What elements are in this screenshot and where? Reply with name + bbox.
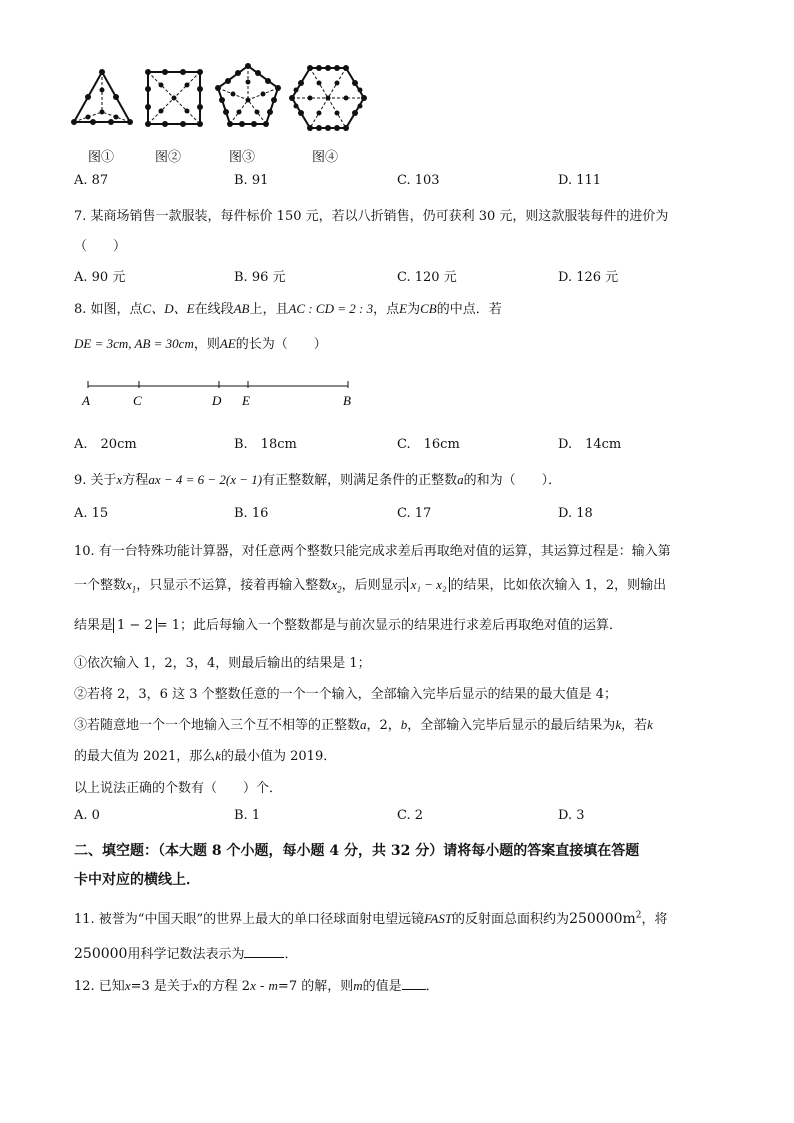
q11-text: 11. 被誉为“中国天眼”的世界上最大的单口径球面射电望远镜 <box>74 912 425 927</box>
q9-option-c[interactable]: C. 17 <box>397 506 432 521</box>
q11-area-value: 250000m <box>569 911 636 927</box>
q8-option-b[interactable]: B. 18cm <box>234 437 297 452</box>
point-label-c: C <box>133 393 142 408</box>
q10-text: = 1；此后每输入一个整数都是与前次显示的结果进行求差后再取绝对值的运算． <box>156 618 623 633</box>
q7-option-d[interactable]: D. 126 元 <box>558 270 619 285</box>
q12-var-x: x <box>250 978 256 993</box>
figure-3-pentagon <box>215 63 281 127</box>
q10-option-a[interactable]: A. 0 <box>74 808 100 823</box>
q12-text: - <box>255 979 269 994</box>
q8-option-d[interactable]: D. 14cm <box>558 437 622 452</box>
q11-line2 <box>74 943 297 962</box>
q10-statement-1: ①依次输入 1，2，3，4，则最后输出的结果是 1； <box>74 656 371 671</box>
point-label-d: D <box>212 393 222 408</box>
q8-text: 为 <box>407 302 421 317</box>
q8-option-c[interactable]: C. 16cm <box>397 437 460 452</box>
section-2-heading: 二、填空题：（本大题 8 个小题，每小题 4 分，共 32 分）请将每小题的答案直接填在答题 <box>74 843 640 859</box>
q11-text: 用科学记数法表示为 <box>127 947 245 962</box>
q8-text: 8. 如图，点 <box>74 302 143 317</box>
q10-statement-3 <box>74 714 653 733</box>
q10-x2: $x_2$ <box>331 577 342 595</box>
q6-option-d[interactable]: D. 111 <box>558 173 602 188</box>
q11-number: 250000 <box>74 946 128 962</box>
q9-option-a[interactable]: A. 15 <box>74 506 109 521</box>
q11-area <box>569 911 641 927</box>
q8-point-e: E <box>399 301 408 316</box>
q10-option-d[interactable]: D. 3 <box>558 808 585 823</box>
q10-text: ，2， <box>366 718 401 733</box>
q8-text: 在线段 <box>194 302 234 317</box>
q12-text: =7 的解，则 <box>277 979 354 994</box>
q11-text: ，将 <box>641 912 668 927</box>
q10-statement-2: ②若将 2，3，6 这 3 个整数任意的一个一个输入，全部输入完毕后显示的结果的最大值是 4； <box>74 687 618 702</box>
fig-label-1: 图① <box>88 150 115 165</box>
q12-text: 12. 已知 <box>74 979 125 994</box>
q8-text: ，则 <box>193 337 220 352</box>
q10-var-k: k <box>647 717 653 732</box>
q8-ae: AE <box>219 336 236 351</box>
q10-question: 以上说法正确的个数有（ ）个． <box>74 781 283 796</box>
section-2-heading-cont: 卡中对应的横线上． <box>74 872 200 888</box>
q10-text: 结果是 <box>74 618 114 633</box>
q9-stem <box>74 469 561 488</box>
point-label-a: A <box>82 393 90 408</box>
q11-line1 <box>74 908 668 927</box>
q8-segment-diagram <box>78 376 368 410</box>
q12-answer-blank[interactable] <box>402 977 426 990</box>
q8-segment-cb: CB <box>420 301 437 316</box>
q12-var-m: m <box>353 978 363 993</box>
q9-var-x: x <box>116 472 123 487</box>
q9-option-d[interactable]: D. 18 <box>558 506 593 521</box>
fig-label-4: 图④ <box>312 150 339 165</box>
q10-text: ③若随意地一个一个地输入三个互不相等的正整数 <box>74 718 361 733</box>
figure-4-hexagon <box>289 65 367 131</box>
q10-x2-letter: x <box>331 577 338 592</box>
q12-var-x: x <box>192 978 199 993</box>
q12-text: 的方程 2 <box>198 979 251 994</box>
q11-text: ． <box>284 947 298 962</box>
q7-option-b[interactable]: B. 96 元 <box>234 270 286 285</box>
q10-option-b[interactable]: B. 1 <box>234 808 261 823</box>
q10-text: 的最大值为 2021，那么 <box>74 749 216 764</box>
q10-x1: $x_1$ <box>126 577 137 595</box>
q8-stem-line2 <box>74 333 327 352</box>
q8-text: 上，且 <box>249 302 289 317</box>
q11-area-exponent: 2 <box>635 910 642 921</box>
q8-text: 的中点．若 <box>436 302 502 317</box>
figure-2-square <box>145 69 203 127</box>
pattern-figures <box>66 60 376 136</box>
q10-text: 的结果，比如依次输入 1，2，则输出 <box>450 578 667 593</box>
q9-equation: ax − 4 = 6 − 2(x − 1) <box>148 472 263 487</box>
q11-answer-blank[interactable] <box>244 945 284 958</box>
q12-stem <box>74 975 439 994</box>
q8-condition: DE = 3cm, AB = 30cm <box>74 336 194 351</box>
q10-text: ，全部输入完毕后显示的最后结果为 <box>407 718 616 733</box>
q10-text: ，后则显示 <box>341 578 407 593</box>
q10-var-a: a <box>360 717 367 732</box>
q10-abs-expression: x₁ − x₂ <box>407 577 451 592</box>
q9-text: 方程 <box>122 473 149 488</box>
q6-option-a[interactable]: A. 87 <box>74 173 109 188</box>
q10-var-k: k <box>215 748 221 763</box>
q10-x1-letter: x <box>126 577 132 592</box>
q12-var-x: x <box>124 978 131 993</box>
q8-option-a[interactable]: A. 20cm <box>74 437 137 452</box>
q8-stem-line1 <box>74 298 502 317</box>
q10-statement-3-cont <box>74 745 336 764</box>
q10-line3 <box>74 614 622 633</box>
q9-text: 有正整数解，则满足条件的正整数 <box>262 473 458 488</box>
q7-option-a[interactable]: A. 90 元 <box>74 270 126 285</box>
q12-text: =3 是关于 <box>130 979 193 994</box>
q11-fast: FAST <box>424 911 453 926</box>
q9-text: 9. 关于 <box>74 473 117 488</box>
point-label-e: E <box>242 393 250 408</box>
q9-var-a: a <box>457 472 464 487</box>
q7-paren: （ ） <box>74 239 127 254</box>
q10-text: ，只显示不运算，接着再输入整数 <box>136 578 332 593</box>
q7-stem: 7. 某商场销售一款服装，每件标价 150 元，若以八折销售，仍可获利 30 元，则这款服装每件的进价为 <box>74 209 669 224</box>
q12-var-m: m <box>268 978 278 993</box>
q10-text: 一个整数 <box>74 578 127 593</box>
fig-label-2: 图② <box>155 150 182 165</box>
q10-line1: 10. 有一台特殊功能计算器，对任意两个整数只能完成求差后再取绝对值的运算，其运算过程是：输入第 <box>74 544 671 559</box>
q8-text: ，点 <box>373 302 400 317</box>
fig-label-3: 图③ <box>229 150 256 165</box>
q10-var-k: k <box>615 717 622 732</box>
q8-text: 的长为（ ） <box>235 337 327 352</box>
q10-option-c[interactable]: C. 2 <box>397 808 424 823</box>
q11-text: 的反射面总面积约为 <box>452 912 570 927</box>
q6-option-c[interactable]: C. 103 <box>397 173 440 188</box>
q6-option-b[interactable]: B. 91 <box>234 173 269 188</box>
q9-text: 的和为（ ）． <box>463 473 562 488</box>
q10-text: ，若 <box>621 718 648 733</box>
q10-var-b: b <box>400 717 408 732</box>
q12-text: ． <box>425 979 439 994</box>
q8-points: C、D、E <box>142 301 195 316</box>
q10-abs-example: 1 − 2 <box>113 618 157 633</box>
point-label-b: B <box>343 393 351 408</box>
q10-text: 的最小值为 2019． <box>221 749 337 764</box>
q7-option-c[interactable]: C. 120 元 <box>397 270 457 285</box>
q8-segment: AB <box>233 301 250 316</box>
q12-text: 的值是 <box>362 979 402 994</box>
q10-line2 <box>74 574 666 595</box>
figure-1-triangle <box>71 69 133 125</box>
q8-ratio: AC : CD = 2 : 3 <box>288 301 374 316</box>
q9-option-b[interactable]: B. 16 <box>234 506 269 521</box>
